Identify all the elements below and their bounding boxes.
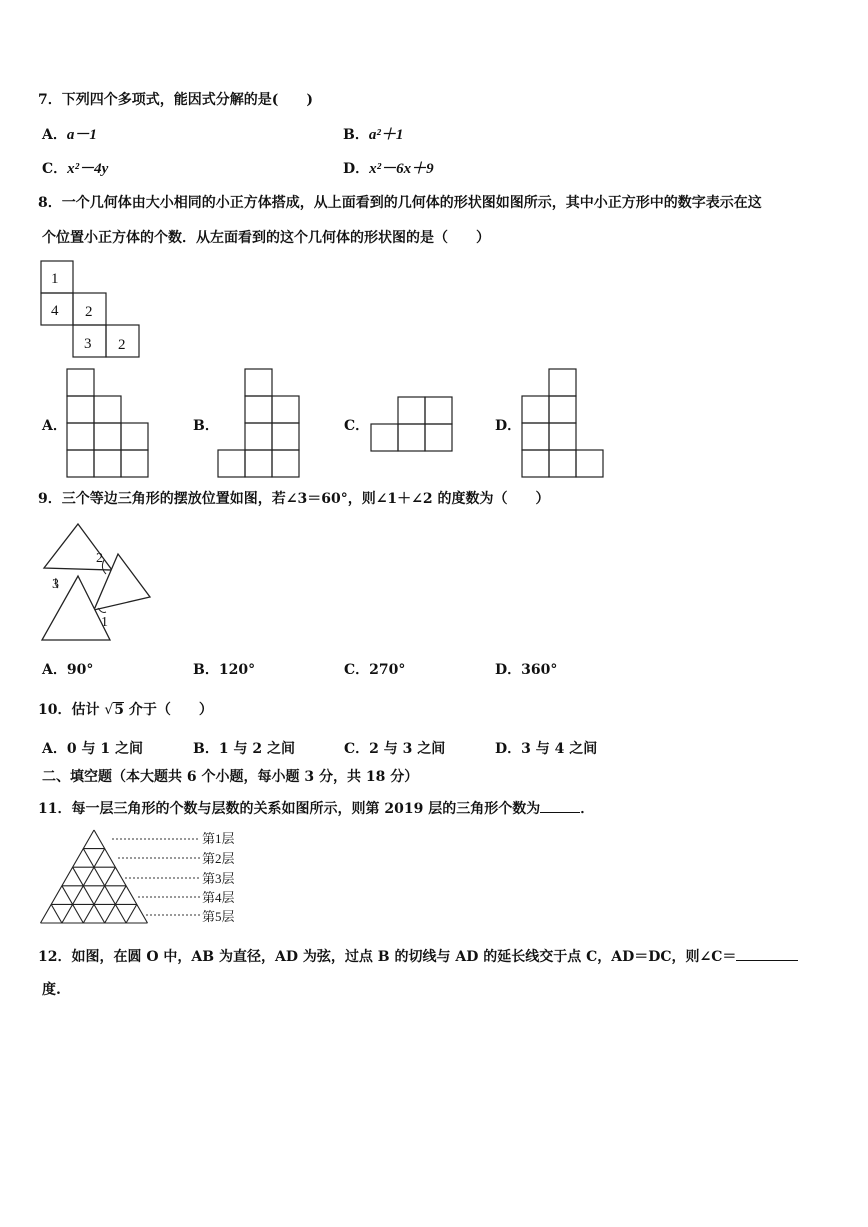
cell-number: 1 xyxy=(51,271,59,287)
angle-label-2: 2 xyxy=(96,551,103,566)
answer-blank[interactable] xyxy=(736,946,798,961)
question-number: 8． xyxy=(38,195,62,211)
option-text: 90° xyxy=(66,662,94,678)
layer-label: 第3层 xyxy=(202,871,235,886)
option-a-figure[interactable] xyxy=(66,368,150,478)
lattice-line xyxy=(126,904,137,923)
option-c[interactable] xyxy=(42,160,108,178)
layer-label: 第5层 xyxy=(202,909,235,924)
question-stem: 估计 xyxy=(71,702,100,718)
section-heading: 二、填空题（本大题共 6 个小题，每小题 3 分，共 18 分） xyxy=(42,769,419,785)
question-8-line2: 个位置小正方体的个数．从左面看到的这个几何体的形状图的是（ ） xyxy=(42,230,490,246)
cell-number: 2 xyxy=(118,337,126,353)
angle-label-1: 1 xyxy=(101,615,108,630)
option-text: 2 与 3 之间 xyxy=(369,741,446,757)
option-label: A． xyxy=(42,662,67,678)
question-12-text xyxy=(38,946,798,966)
option-c-label[interactable]: C． xyxy=(344,418,370,434)
option-text: 120° xyxy=(218,662,256,678)
question-stem: 一个几何体由大小相同的小正方体搭成，从上面看到的几何体的形状图如图所示，其中小正方形中的数字表示在这 xyxy=(61,195,762,211)
question-9-text xyxy=(38,490,550,508)
option-text: 1 与 2 之间 xyxy=(218,741,295,757)
option-d[interactable] xyxy=(495,661,557,679)
option-d-figure[interactable] xyxy=(521,368,605,478)
cell-number: 3 xyxy=(84,336,92,352)
lattice-line xyxy=(41,830,95,923)
cell-number: 4 xyxy=(51,303,59,319)
option-label: C． xyxy=(42,161,68,177)
question-stem: 下列四个多项式，能因式分解的是( ) xyxy=(61,92,313,108)
layer-label: 第2层 xyxy=(202,851,235,866)
option-a[interactable] xyxy=(42,661,93,679)
option-text: 270° xyxy=(369,662,406,678)
question-number: 10． xyxy=(38,702,72,718)
sqrt-symbol: √ xyxy=(104,702,114,718)
option-text: x²－6x＋9 xyxy=(369,161,434,177)
question-number: 12． xyxy=(38,949,72,965)
option-label: D． xyxy=(343,161,370,177)
option-text: 0 与 1 之间 xyxy=(66,741,143,757)
question-10-text xyxy=(38,701,213,719)
option-d[interactable] xyxy=(495,740,597,758)
option-text: a－1 xyxy=(66,127,97,143)
layered-triangle-figure xyxy=(40,826,250,926)
question-stem: 每一层三角形的个数与层数的关系如图所示，则第 2019 层的三角形个数为 xyxy=(71,801,541,817)
option-a[interactable] xyxy=(42,126,97,144)
angle-label-3: 3 xyxy=(52,577,59,592)
option-label: D． xyxy=(495,662,522,678)
question-tail: ． xyxy=(580,801,595,817)
option-label: A． xyxy=(42,127,67,143)
lattice-line xyxy=(94,830,148,923)
option-label: C． xyxy=(344,662,370,678)
question-stem: 三个等边三角形的摆放位置如图，若∠3＝60°，则∠1＋∠2 的度数为（ ） xyxy=(61,491,550,507)
option-c-figure[interactable] xyxy=(370,396,454,453)
option-label: D． xyxy=(495,741,522,757)
cell-number: 2 xyxy=(85,304,93,320)
question-7-text xyxy=(38,91,313,109)
top-view-figure xyxy=(40,260,142,358)
option-a[interactable] xyxy=(42,740,143,758)
option-label: B． xyxy=(193,662,219,678)
layer-label: 第4层 xyxy=(202,890,235,905)
option-text: 360° xyxy=(521,662,558,678)
option-b-figure[interactable] xyxy=(217,368,301,478)
question-number: 7． xyxy=(38,92,62,108)
option-label: B． xyxy=(343,127,369,143)
triangles-figure xyxy=(40,522,152,644)
option-d[interactable] xyxy=(343,160,434,178)
question-stem-tail: 介于（ ） xyxy=(128,702,213,718)
option-b[interactable] xyxy=(193,661,255,679)
question-12-tail: 度. xyxy=(42,982,61,998)
option-c[interactable] xyxy=(344,740,445,758)
layer-label: 第1层 xyxy=(202,831,235,846)
option-d-label[interactable]: D． xyxy=(495,418,522,434)
answer-blank[interactable] xyxy=(540,798,580,813)
option-label: B． xyxy=(193,741,219,757)
option-text: x²－4y xyxy=(67,161,109,177)
option-b-label[interactable]: B． xyxy=(193,418,219,434)
lattice-line xyxy=(51,904,62,923)
option-b[interactable] xyxy=(193,740,295,758)
question-number: 11． xyxy=(38,801,72,817)
question-11-text xyxy=(38,798,594,818)
question-8-line1 xyxy=(38,194,762,212)
option-text: 3 与 4 之间 xyxy=(521,741,598,757)
question-stem: 如图，在圆 O 中，AB 为直径，AD 为弦，过点 B 的切线与 AD 的延长线交于点 C，AD＝DC，则∠C＝ xyxy=(71,949,737,965)
option-label: A． xyxy=(42,741,67,757)
option-c[interactable] xyxy=(344,661,405,679)
option-label: C． xyxy=(344,741,370,757)
option-text: a²＋1 xyxy=(368,127,404,143)
question-number: 9． xyxy=(38,491,62,507)
option-b[interactable] xyxy=(343,126,403,144)
option-a-label[interactable]: A． xyxy=(42,418,67,434)
radicand: 5 xyxy=(114,702,125,718)
